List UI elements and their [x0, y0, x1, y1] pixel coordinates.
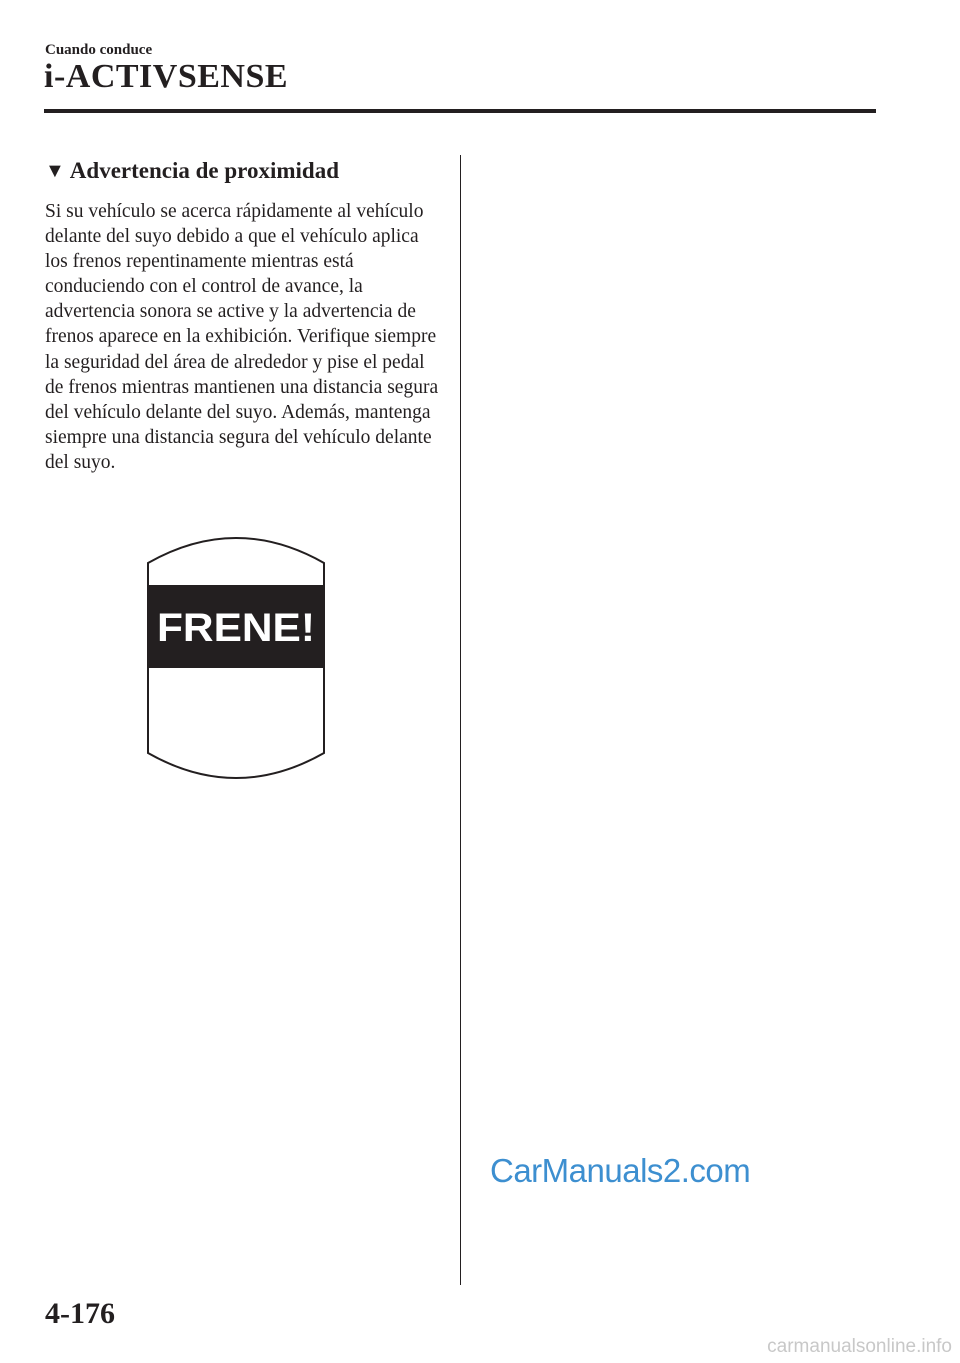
header-rule: [44, 109, 876, 113]
page-number: 4-176: [45, 1297, 115, 1330]
watermark-carmanualsonline: carmanualsonline.info: [767, 1336, 952, 1357]
heading-text: Advertencia de proximidad: [69, 158, 339, 183]
brake-warning-display-figure: [146, 523, 326, 793]
chapter-title: Cuando conduce: [45, 42, 153, 58]
watermark-carmanuals2: CarManuals2.com: [490, 1152, 751, 1189]
column-divider: [460, 155, 461, 1285]
section-title: i-ACTIVSENSE: [44, 58, 289, 95]
paragraph-text: Si su vehículo se acerca rápidamente al vehículo delante del suyo debido a que el vehículo aplica los frenos repentinamente mientras está conduciendo con el control de avance, la advertencia sonora se active y la advertencia de frenos aparece en la exhibición. Verifique siempre la seguridad del área de alrededor y pise el pedal de frenos mientras mantienen una distancia segura del vehículo delante del suyo. Además, mantenga siempre una distancia segura del vehículo delante del suyo.: [45, 201, 439, 473]
body-paragraph: [45, 199, 445, 475]
subsection-heading: [45, 158, 339, 184]
warning-banner-text: FRENE!: [157, 606, 315, 650]
triangle-down-icon: ▼: [45, 159, 65, 182]
